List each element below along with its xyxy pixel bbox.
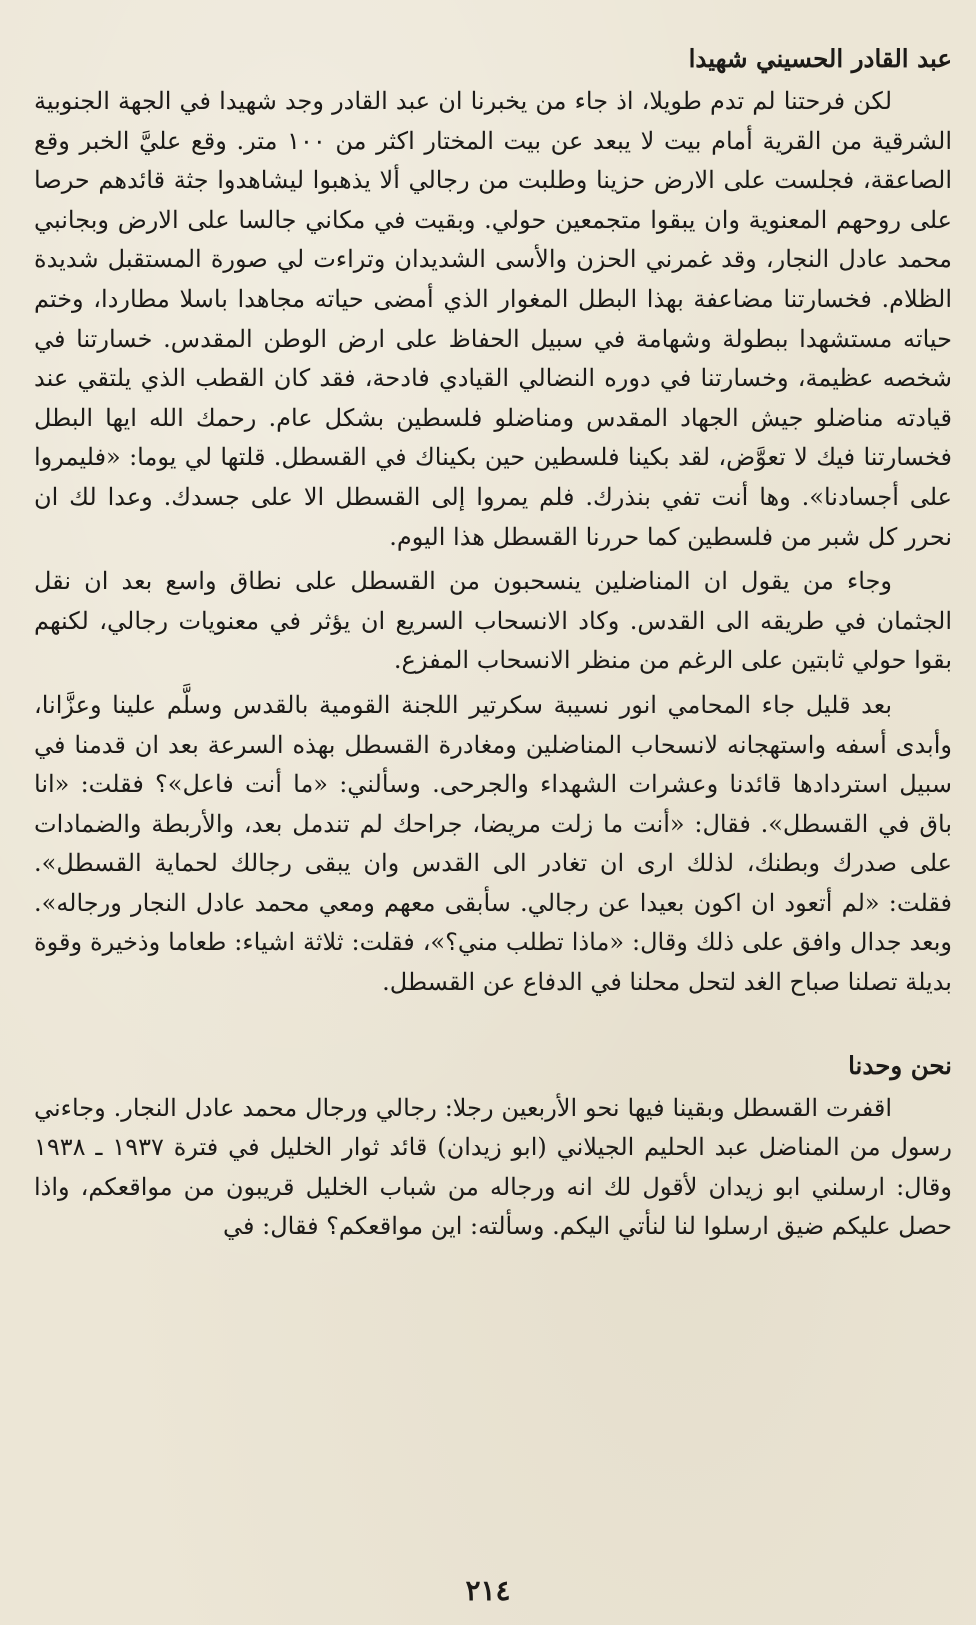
paragraph: وجاء من يقول ان المناضلين ينسحبون من القسطل على نطاق واسع بعد ان نقل الجثمان في طريقه الى القدس. وكاد الانسحاب السريع ان يؤثر في معنويات رجالي، لكنهم بقوا حولي ثابتين على الرغم من منظر الانسحاب المفزع. (34, 567, 952, 675)
page-text (34, 40, 952, 1252)
paragraph: لكن فرحتنا لم تدم طويلا، اذ جاء من يخبرنا ان عبد القادر وجد شهيدا في الجهة الجنوبية الشرقية من القرية أمام بيت لا يبعد عن بيت المختار اكثر من ١٠٠ متر. وقع عليَّ الخبر وقع الصاعقة، فجلست على الارض حزينا وطلبت من رجالي ألا يذهبوا ليشاهدوا جثة قائدهم حرصا على روحهم المعنوية وان يبقوا متجمعين حولي. وبقيت في مكاني جالسا على الارض وبجانبي محمد عادل النجار، وقد غمرني الحزن والأسى الشديدان وتراءت لي صورة المستقبل شديدة الظلام. فخسارتنا مضاعفة بهذا البطل المغوار الذي أمضى حياته مجاهدا باسلا مطاردا، وختم حياته مستشهدا ببطولة وشهامة في سبيل الحفاظ على ارض الوطن المقدس. خسارتنا في شخصه عظيمة، وخسارتنا في دوره النضالي القيادي فادحة، فقد كان القطب الذي يلتقي عند قيادته مناضلو جيش الجهاد المقدس ومناضلو فلسطين بشكل عام. رحمك الله ايها البطل فخسارتنا فيك لا تعوَّض، لقد بكينا فلسطين حين بكيناك في القسطل. قلتها لي يوما: «فليمروا على أجسادنا». وها أنت تفي بنذرك. فلم يمروا إلى القسطل الا على جسدك. وعدا لك ان نحرر كل شبر من فلسطين كما حررنا القسطل هذا اليوم. (34, 87, 953, 551)
paragraph: اقفرت القسطل وبقينا فيها نحو الأربعين رجلا: رجالي ورجال محمد عادل النجار. وجاءني رسول من المناضل عبد الحليم الجيلاني (ابو زيدان) قائد ثوار الخليل في فترة ١٩٣٧ ـ ١٩٣٨ وقال: ارسلني ابو زيدان لأقول لك انه ورجاله من شباب الخليل قريبون من مواقعكم، واذا حصل عليكم ضيق ارسلوا لنا لنأتي اليكم. وسألته: اين مواقعكم؟ فقال: في (34, 1093, 953, 1241)
section-heading-alone: نحن وحدنا (848, 1050, 952, 1080)
paragraph: بعد قليل جاء المحامي انور نسيبة سكرتير اللجنة القومية بالقدس وسلَّم علينا وعزَّانا، وأبدى أسفه واستهجانه لانسحاب المناضلين ومغادرة القسطل بهذه السرعة بعد ان قدمنا في سبيل استردادها قائدنا وعشرات الشهداء والجرحى. وسألني: «ما أنت فاعل»؟ فقلت: «انا باق في القسطل». فقال: «أنت ما زلت مريضا، جراحك لم تندمل بعد، والأربطة والضمادات على صدرك وبطنك، لذلك ارى ان تغادر الى القدس وان يبقى رجالك لحماية القسطل». فقلت: «لم أتعود ان اكون بعيدا عن رجالي. سأبقى معهم ومعي محمد عادل النجار ورجاله». وبعد جدال وافق على ذلك وقال: «ماذا تطلب مني؟»، فقلت: ثلاثة اشياء: طعاما وذخيرة وقوة بديلة تصلنا صباح الغد لتحل محلنا في الدفاع عن القسطل. (34, 690, 952, 997)
page-number: ٢١٤ (465, 1574, 511, 1607)
section-heading-abd-al-qadir: عبد القادر الحسيني شهيدا (688, 44, 952, 73)
